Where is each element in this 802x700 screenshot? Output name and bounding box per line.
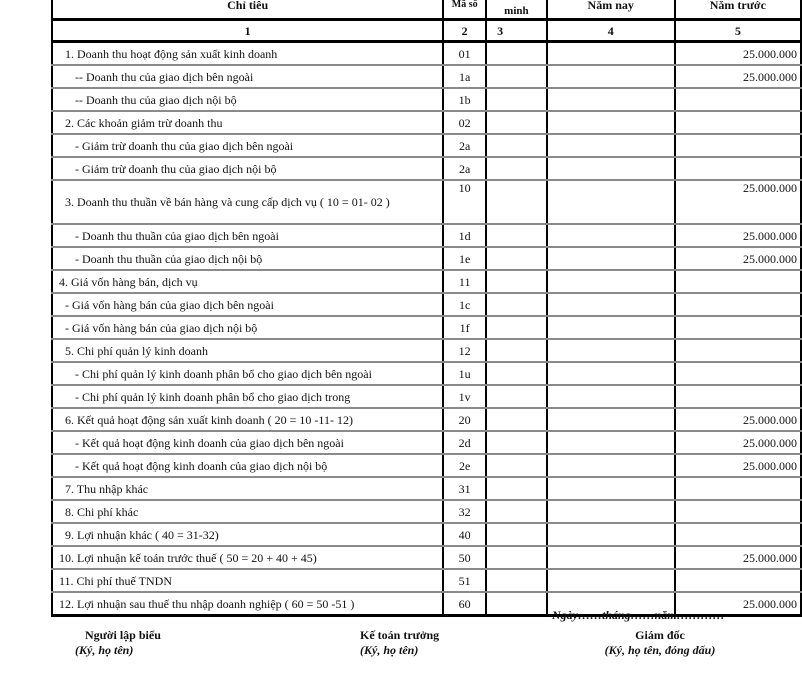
indicator-cell: - Giá vốn hàng bán của giao dịch bên ngoài (52, 293, 443, 316)
current-year-cell (547, 477, 675, 500)
note-cell (486, 270, 547, 293)
previous-year-cell (675, 111, 801, 134)
current-year-cell (547, 385, 675, 408)
signature-note: (Ký, họ tên) (360, 643, 419, 657)
note-cell (486, 88, 547, 111)
current-year-cell (547, 293, 675, 316)
code-cell: 2a (443, 157, 486, 180)
table-row (52, 431, 801, 454)
current-year-cell (547, 111, 675, 134)
code-cell: 50 (443, 546, 486, 569)
note-cell (486, 431, 547, 454)
note-cell (486, 523, 547, 546)
indicator-cell: 5. Chi phí quản lý kinh doanh (52, 339, 443, 362)
note-cell (486, 247, 547, 270)
table-row (52, 454, 801, 477)
note-cell (486, 180, 547, 224)
previous-year-cell (675, 362, 801, 385)
current-year-cell (547, 180, 675, 224)
indicator-cell: -- Doanh thu của giao dịch bên ngoài (52, 65, 443, 88)
previous-year-cell: 25.000.000 (675, 592, 801, 616)
previous-year-cell: 25.000.000 (675, 408, 801, 431)
previous-year-cell (675, 270, 801, 293)
previous-year-cell: 25.000.000 (675, 65, 801, 88)
current-year-cell (547, 157, 675, 180)
indicator-cell: - Giảm trừ doanh thu của giao dịch nội bộ (52, 157, 443, 180)
table-row (52, 224, 801, 247)
indicator-cell: - Doanh thu thuần của giao dịch nội bộ (52, 247, 443, 270)
note-cell (486, 157, 547, 180)
code-cell: 1d (443, 224, 486, 247)
table-row (52, 42, 801, 66)
indicator-cell: 2. Các khoản giảm trừ doanh thu (52, 111, 443, 134)
table-row (52, 500, 801, 523)
previous-year-cell (675, 385, 801, 408)
current-year-cell (547, 454, 675, 477)
note-cell (486, 592, 547, 616)
signature-note: (Ký, họ tên) (75, 643, 134, 657)
signature-note: (Ký, họ tên, đóng dấu) (604, 643, 716, 657)
previous-year-cell (675, 134, 801, 157)
code-cell: 11 (443, 270, 486, 293)
code-cell: 2d (443, 431, 486, 454)
header-num-5: 5 (675, 20, 801, 42)
previous-year-cell (675, 339, 801, 362)
table-row (52, 180, 801, 224)
header-num-2: 2 (443, 20, 486, 42)
current-year-cell (547, 523, 675, 546)
note-cell (486, 293, 547, 316)
previous-year-cell (675, 88, 801, 111)
note-cell (486, 224, 547, 247)
note-cell (486, 362, 547, 385)
header-num-4: 4 (547, 20, 675, 42)
code-cell: 31 (443, 477, 486, 500)
indicator-cell: - Giá vốn hàng bán của giao dịch nội bộ (52, 316, 443, 339)
table-row (52, 408, 801, 431)
previous-year-cell: 25.000.000 (675, 546, 801, 569)
header-row-numbers (52, 20, 801, 42)
table-row (52, 569, 801, 592)
code-cell: 1a (443, 65, 486, 88)
table-row (52, 270, 801, 293)
current-year-cell (547, 408, 675, 431)
indicator-cell: - Kết quả hoạt động kinh doanh của giao dịch bên ngoài (52, 431, 443, 454)
header-row-titles (52, 0, 801, 20)
previous-year-cell: 25.000.000 (675, 454, 801, 477)
previous-year-cell (675, 157, 801, 180)
code-cell: 40 (443, 523, 486, 546)
table-row (52, 111, 801, 134)
signature-title: Giám đốc (635, 628, 685, 642)
code-cell: 2a (443, 134, 486, 157)
note-cell (486, 546, 547, 569)
signature-title: Kế toán trưởng (360, 628, 440, 642)
code-cell: 1v (443, 385, 486, 408)
indicator-cell: 9. Lợi nhuận khác ( 40 = 31-32) (52, 523, 443, 546)
code-cell: 12 (443, 339, 486, 362)
current-year-cell (547, 270, 675, 293)
header-code: Mã số (443, 0, 486, 20)
note-cell (486, 477, 547, 500)
code-cell: 10 (443, 180, 486, 224)
table-row (52, 362, 801, 385)
note-cell (486, 454, 547, 477)
table-row (52, 477, 801, 500)
indicator-cell: 7. Thu nhập khác (52, 477, 443, 500)
previous-year-cell: 25.000.000 (675, 431, 801, 454)
code-cell: 32 (443, 500, 486, 523)
note-cell (486, 339, 547, 362)
current-year-cell (547, 339, 675, 362)
previous-year-cell (675, 316, 801, 339)
previous-year-cell: 25.000.000 (675, 247, 801, 270)
previous-year-cell (675, 523, 801, 546)
note-cell (486, 111, 547, 134)
note-cell (486, 134, 547, 157)
code-cell: 1b (443, 88, 486, 111)
date-line: Ngày……tháng……năm………… (552, 608, 725, 622)
indicator-cell: 3. Doanh thu thuần về bán hàng và cung cấp dịch vụ ( 10 = 01- 02 ) (52, 180, 443, 224)
current-year-cell (547, 546, 675, 569)
code-cell: 2e (443, 454, 486, 477)
note-cell (486, 385, 547, 408)
table-row (52, 385, 801, 408)
table-row (52, 65, 801, 88)
header-note: minh (486, 0, 547, 20)
table-row (52, 88, 801, 111)
code-cell: 1e (443, 247, 486, 270)
header-num-1: 1 (52, 20, 443, 42)
header-num-3: 3 (486, 20, 547, 42)
header-indicator: Chỉ tiêu (52, 0, 443, 20)
note-cell (486, 65, 547, 88)
code-cell: 01 (443, 42, 486, 66)
note-cell (486, 500, 547, 523)
note-cell (486, 316, 547, 339)
indicator-cell: 11. Chi phí thuế TNDN (52, 569, 443, 592)
note-cell (486, 408, 547, 431)
table-row (52, 134, 801, 157)
indicator-cell: 4. Giá vốn hàng bán, dịch vụ (52, 270, 443, 293)
note-cell (486, 42, 547, 66)
indicator-cell: 8. Chi phí khác (52, 500, 443, 523)
indicator-cell: - Kết quả hoạt động kinh doanh của giao dịch nội bộ (52, 454, 443, 477)
table-row (52, 316, 801, 339)
signature-title: Người lập biểu (85, 628, 161, 642)
table-row (52, 339, 801, 362)
indicator-cell: 10. Lợi nhuận kế toán trước thuế ( 50 = 20 + 40 + 45) (52, 546, 443, 569)
current-year-cell (547, 65, 675, 88)
header-previous-year: Năm trước (675, 0, 801, 20)
current-year-cell (547, 569, 675, 592)
current-year-cell (547, 247, 675, 270)
current-year-cell (547, 224, 675, 247)
current-year-cell (547, 316, 675, 339)
indicator-cell: 6. Kết quả hoạt động sản xuất kinh doanh ( 20 = 10 -11- 12) (52, 408, 443, 431)
previous-year-cell (675, 477, 801, 500)
table-row (52, 293, 801, 316)
code-cell: 20 (443, 408, 486, 431)
indicator-cell: -- Doanh thu của giao dịch nội bộ (52, 88, 443, 111)
previous-year-cell (675, 293, 801, 316)
table-row (52, 546, 801, 569)
previous-year-cell (675, 569, 801, 592)
previous-year-cell: 25.000.000 (675, 224, 801, 247)
signature-director (580, 628, 740, 658)
table-row (52, 157, 801, 180)
previous-year-cell: 25.000.000 (675, 180, 801, 224)
note-cell (486, 569, 547, 592)
current-year-cell (547, 88, 675, 111)
current-year-cell (547, 500, 675, 523)
indicator-cell: 12. Lợi nhuận sau thuế thu nhập doanh nghiệp ( 60 = 50 -51 ) (52, 592, 443, 616)
previous-year-cell (675, 500, 801, 523)
code-cell: 1c (443, 293, 486, 316)
indicator-cell: 1. Doanh thu hoạt động sản xuất kinh doanh (52, 42, 443, 66)
code-cell: 1u (443, 362, 486, 385)
header-current-year: Năm nay (547, 0, 675, 20)
table-row (52, 523, 801, 546)
income-statement-table (51, 0, 802, 617)
code-cell: 1f (443, 316, 486, 339)
code-cell: 60 (443, 592, 486, 616)
indicator-cell: - Doanh thu thuần của giao dịch bên ngoài (52, 224, 443, 247)
current-year-cell (547, 134, 675, 157)
current-year-cell (547, 431, 675, 454)
previous-year-cell: 25.000.000 (675, 42, 801, 66)
indicator-cell: - Chi phí quản lý kinh doanh phân bổ cho giao dịch trong (52, 385, 443, 408)
indicator-cell: - Chi phí quản lý kinh doanh phân bổ cho giao dịch bên ngoài (52, 362, 443, 385)
code-cell: 02 (443, 111, 486, 134)
code-cell: 51 (443, 569, 486, 592)
indicator-cell: - Giảm trừ doanh thu của giao dịch bên ngoài (52, 134, 443, 157)
signature-preparer (75, 628, 195, 658)
current-year-cell (547, 42, 675, 66)
table-row (52, 247, 801, 270)
signature-chief-accountant (360, 628, 480, 658)
current-year-cell (547, 362, 675, 385)
